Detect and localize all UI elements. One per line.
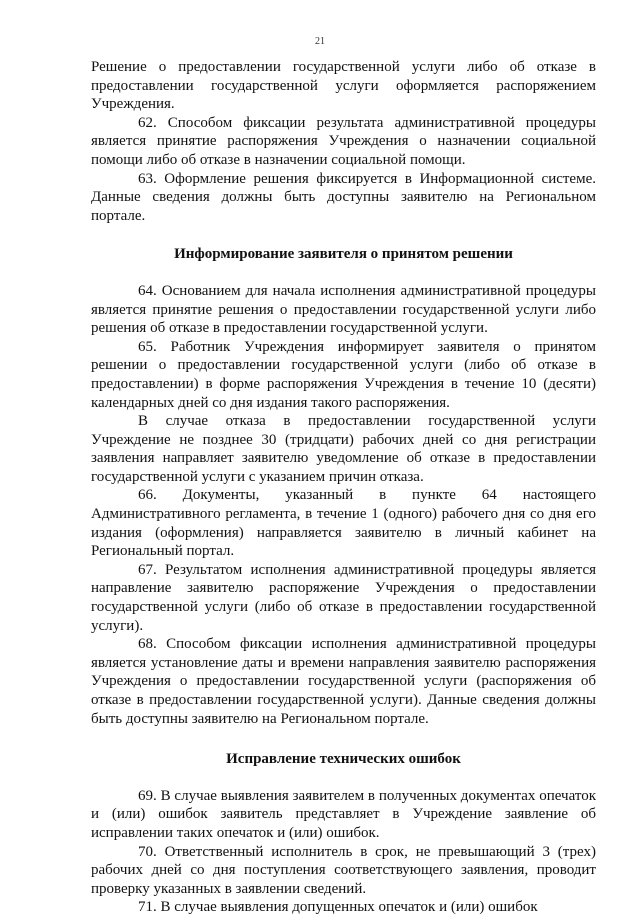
document-body: [91, 58, 596, 917]
paragraph-62: 62. Способом фиксации результата административной процедуры является принятие распоряжения Учреждения о назначении социальной помощи либо об отказе в назначении социальной помощи.: [91, 114, 596, 168]
paragraph-decision: Решение о предоставлении государственной услуги либо об отказе в предоставлении государственной услуги оформляется распоряжением Учреждения.: [91, 59, 596, 113]
paragraph-70: 70. Ответственный исполнитель в срок, не превышающий 3 (трех) рабочих дней со дня поступления соответствующего заявления, проводит проверку указанных в заявлении сведений.: [91, 843, 596, 897]
paragraph-69: 69. В случае выявления заявителем в полученных документах опечаток и (или) ошибок заявитель представляет в Учреждение заявление об исправлении таких опечаток и (или) ошибок.: [91, 787, 596, 841]
paragraph-67: 67. Результатом исполнения административной процедуры является направление заявителю распоряжение Учреждения о предоставлении государственной услуги (либо об отказе в предоставлении государственной услуги).: [91, 561, 596, 634]
page-number: 21: [315, 36, 325, 47]
paragraph-66: 66. Документы, указанный в пункте 64 настоящего Административного регламента, в течение 1 (одного) рабочего дня со дня его издания (оформления) направляется заявителю в личный кабинет на Региональный портал.: [91, 487, 596, 560]
section-heading-informing: Информирование заявителя о принятом решении: [174, 246, 513, 263]
paragraph-71: 71. В случае выявления допущенных опечаток и (или) ошибок: [138, 899, 538, 916]
paragraph-63: 63. Оформление решения фиксируется в Информационной системе. Данные сведения должны быть доступны заявителю на Региональном портале.: [91, 170, 596, 224]
paragraph-64: 64. Основанием для начала исполнения административной процедуры является принятие решения о предоставлении государственной услуги либо решения об отказе в предоставлении государственной услуги.: [91, 282, 596, 337]
paragraph-65-refusal: В случае отказа в предоставлении государственной услуги Учреждение не позднее 30 (тридцати) рабочих дней со дня регистрации заявления направляет заявителю уведомление об отказе в предоставлении государственной услуги с указанием причин отказа.: [91, 413, 596, 485]
paragraph-65: 65. Работник Учреждения информирует заявителя о принятом решении о предоставлении государственной услуги (либо об отказе в предоставлении) в форме распоряжения Учреждения в течение 10 (десяти) календарных дней со дня издания такого распоряжения.: [91, 338, 596, 411]
paragraph-68: 68. Способом фиксации исполнения административной процедуры является установление даты и времени направления заявителю распоряжения Учреждения о предоставлении государственной услуги (распоряжения об отказе в предоставлении государственной услуги). Данные сведения должны быть доступны заявителю на Региональном портале.: [91, 636, 596, 727]
section-heading-corrections: Исправление технических ошибок: [226, 751, 461, 768]
